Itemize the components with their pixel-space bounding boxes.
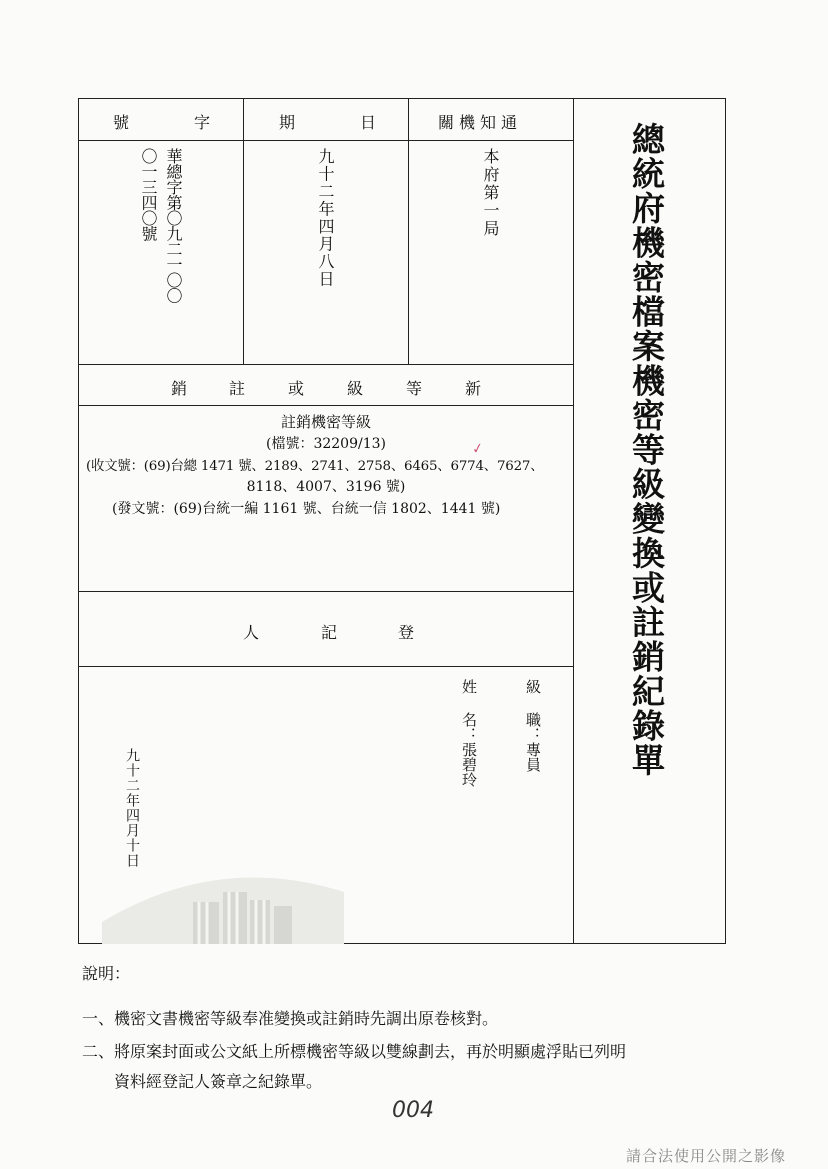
column-divider-1 <box>243 98 244 365</box>
note-item-2-continued: 資料經登記人簽章之紀錄單。 <box>114 1072 323 1091</box>
cancel-header-char-3: 或 <box>288 379 305 398</box>
column-divider-2 <box>408 98 409 365</box>
header-number-char-2: 字 <box>194 113 211 132</box>
header-agency: 關機知通 <box>438 113 523 132</box>
cancel-header-char-2: 註 <box>229 379 246 398</box>
cancel-header-bottom-divider <box>78 405 574 406</box>
registrar-date: 九十二年四月十日 <box>124 748 140 868</box>
document-number-col-1: 華總字第〇九二一〇〇 <box>164 148 183 303</box>
form-title: 總統府機密檔案機密等級變換或註銷紀錄單 <box>627 122 666 778</box>
cancel-header-top-divider <box>78 364 574 365</box>
name-value: 名：張碧玲 <box>460 712 478 787</box>
cancel-header-char-5: 等 <box>406 379 423 398</box>
header-row-divider <box>78 140 574 141</box>
cancel-line-4: 8118、4007、3196 號) <box>246 479 406 495</box>
page-number: 004 <box>392 1098 434 1123</box>
table-left-border <box>78 98 79 944</box>
cancel-line-1: 註銷機密等級 <box>280 413 371 431</box>
title-column-divider <box>573 98 574 944</box>
cancel-header-char-6: 新 <box>465 379 482 398</box>
cancel-header-char-1: 銷 <box>171 379 188 398</box>
note-item-1: 一、機密文書機密等級奉准變換或註銷時先調出原卷核對。 <box>82 1009 499 1028</box>
registrar-header-char-3: 登 <box>398 623 415 642</box>
cancel-line-2: (檔號：32209/13) <box>266 436 386 452</box>
header-number-char-1: 號 <box>113 113 130 132</box>
cancel-line-5: (發文號：(69)台統一編 1161 號、台統一信 1802、1441 號) <box>112 501 501 517</box>
rank-value: 職：專員 <box>524 712 542 772</box>
check-mark: ✓ <box>470 440 486 458</box>
header-date-char-1: 期 <box>279 113 296 132</box>
footer-notice: 請合法使用公開之影像 <box>626 1147 787 1165</box>
name-label-top: 姓 <box>462 678 478 696</box>
rank-label-top: 級 <box>526 678 542 696</box>
watermark-emblem <box>98 862 348 944</box>
table-top-border <box>78 98 726 99</box>
cancel-line-3: (收文號：(69)台總 1471 號、2189、2741、2758、6465、6774、7627、 <box>86 459 544 474</box>
notes-heading: 說明： <box>82 964 131 983</box>
table-right-border <box>725 98 726 944</box>
date-value: 九十二年四月八日 <box>316 148 335 288</box>
cancel-header-char-4: 級 <box>347 379 364 398</box>
registrar-header-bottom-divider <box>78 666 574 667</box>
registrar-header-top-divider <box>78 591 574 592</box>
registrar-header-char-2: 記 <box>321 623 338 642</box>
agency-value: 本府第一局 <box>481 148 500 238</box>
note-item-2: 二、將原案封面或公文紙上所標機密等級以雙線劃去，再於明顯處浮貼已列明 <box>82 1042 627 1061</box>
header-date-char-2: 日 <box>360 113 377 132</box>
registrar-header-char-1: 人 <box>243 623 260 642</box>
document-number-col-2: 〇一三四〇號 <box>139 148 158 241</box>
